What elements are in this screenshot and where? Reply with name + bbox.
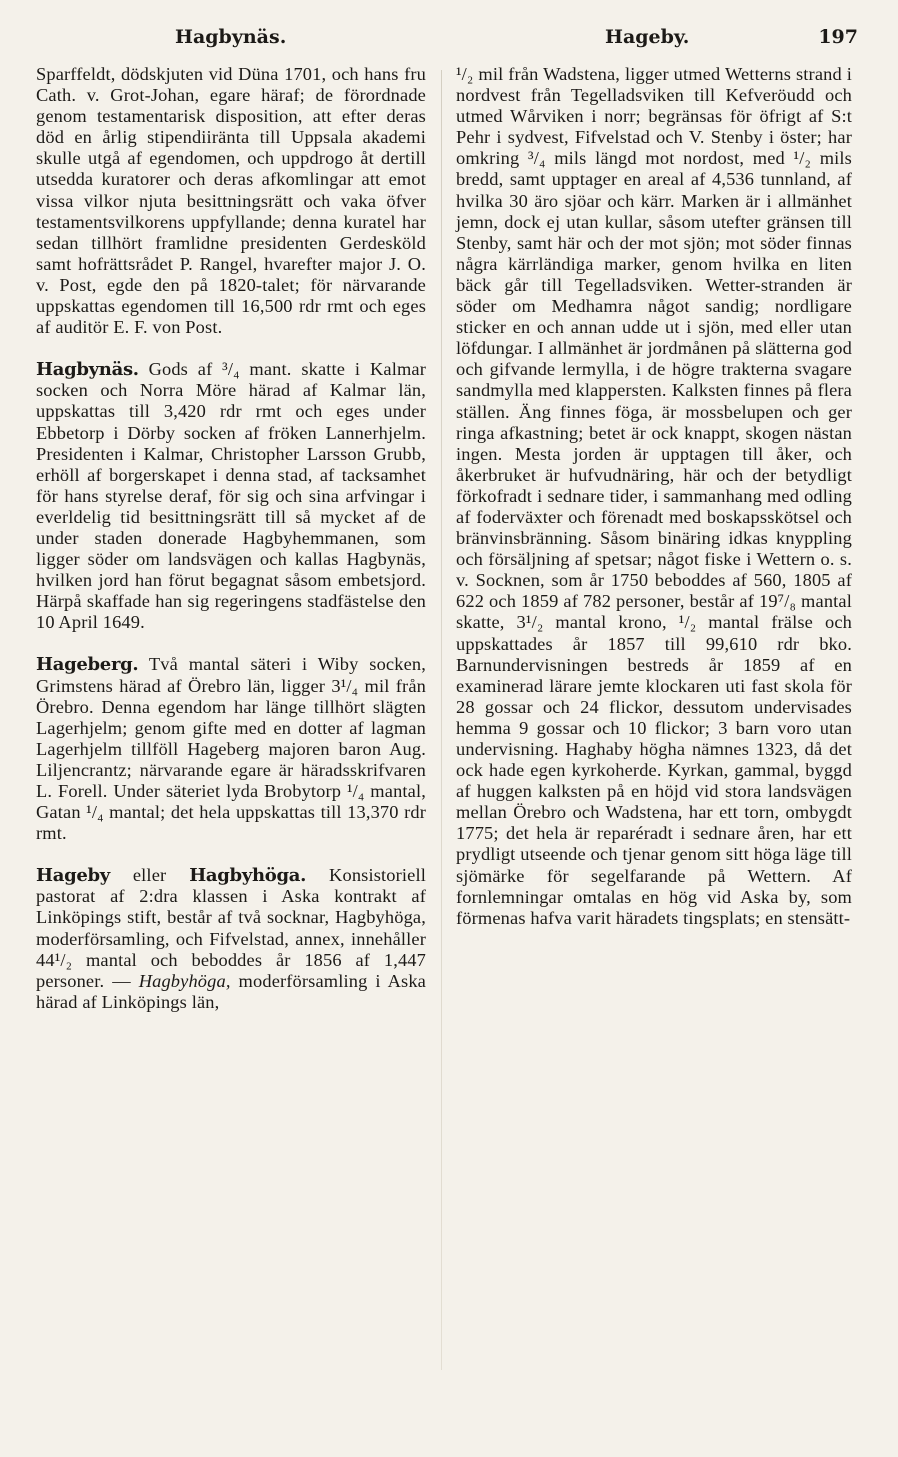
entry-hageberg [36,654,426,844]
entry-heading: Hagbynäs. [36,359,139,381]
entry-italic-term: Hagbyhöga, [138,970,231,991]
entry-text-tail: moderförsamling i Aska härad af Linköpings län, [36,970,426,1012]
entry-connector: eller [109,865,190,886]
column-divider [441,70,442,1370]
entry-heading-alt: Hagbyhöga. [189,865,307,887]
left-column [36,64,426,1013]
header-right-title: Hageby. [605,26,690,48]
entry-text: Två mantal säteri i Wiby socken, Grimstens härad af Örebro län, ligger 3¹/₄ mil från Örebro. Denna egendom har länge tillhört slägten Lagerhjelm; genom gifte med en dotter af lagman Lagerhjelm tillföll Hageberg majoren baron Aug. Liljencrantz; närvarande egare är häradsskrifvaren L. Forell. Under säteriet lyda Brobytorp ¹/₄ mantal, Gatan ¹/₄ mantal; det hela uppskattas till 13,370 rdr rmt. [36,654,426,844]
continued-paragraph: Sparffeldt, dödskjuten vid Düna 1701, och hans fru Cath. v. Grot-Johan, egare häraf; de förordnade genom testamentarisk disposition, att efter deras död en årlig stipendiiränta till Uppsala akademi skulle utgå af egendomen, och uppdrogo åt dertill utsedda kuratorer och deras afkomlingar att emot vissa vilkor njuta besittningsrätt och vaka öfver testamentsvilkorens uppfyllande; denna kuratel har sedan tillhört framlidne presidenten Gerdesköld samt hofrättsrådet P. Rangel, hvarefter major J. O. v. Post, egde den på 1820-talet; för närvarande uppskattas egendomen till 16,500 rdr rmt och eges af auditör E. F. von Post. [36,64,426,338]
running-header [40,26,858,56]
entry-heading: Hageberg. [36,654,139,676]
entry-heading: Hageby [36,865,110,887]
entry-text: Gods af ³/₄ mant. skatte i Kalmar socken och Norra Möre härad af Kalmar län, uppskattas till 3,420 rdr rmt och eges under Ebbetorp i Dörby socken af fröken Lannerhjelm. Presidenten i Kalmar, Christopher Larsson Grubb, erhöll af borgerskapet i denna stad, af tacksamhet för hans styrelse deraf, för sig och sina arfvingar i everldelig tid besittningsrätt till så mycket af de under staden donerade Hagbyhemmanen, som ligger söder om landsvägen och kallas Hagbynäs, hvilken jord han förut begagnat såsom embetsjord. Härpå skaffade han sig regeringens stadfästelse den 10 April 1649. [36,359,426,633]
header-left-title: Hagbynäs. [175,26,287,48]
page-number: 197 [818,26,858,48]
entry-hagbynas [36,359,426,633]
right-column [456,64,852,929]
entry-hageby [36,865,426,1013]
entry-text: Konsistoriell pastorat af 2:dra klassen i Aska kontrakt af Linköpings stift, består af två socknar, Hagbyhöga, moderförsamling, och Fifvelstad, annex, innehåller 44¹/₂ mantal och beboddes år 1856 af 1,447 personer. — [36,865,427,991]
right-column-text: ¹/₂ mil från Wadstena, ligger utmed Wetterns strand i nordvest från Tegelladsviken till Kefveröudd och utmed Wårviken i norr; begränsas för öfrigt af S:t Pehr i sydvest, Fifvelstad och V. Stenby i öster; har omkring ³/₄ mils längd mot nordost, med ¹/₂ mils bredd, samt upptager en areal af 4,536 tunnland, af hvilka 30 äro sjöar och kärr. Marken är i allmänhet jemn, dock ej utan kullar, såsom utefter gränsen till Stenby, samt här och der mot sjön; mot söder finnas några kärrländiga marker, genom hvilka en liten bäck går till Tegelladsviken. Wetter-stranden är söder om Medhamra något sandig; nordligare sticker en och annan udde ut i sjön, med eller utan löfdungar. I allmänhet är jordmånen på slätterna god och gifvande lermylla, i de högre trakterna svagare sandmylla med klappersten. Kalksten finnes på flera ställen. Äng finnes föga, är mossbelupen och ger ringa afkastning; betet är ock knappt, skogen nästan ingen. Mesta jorden är upptagen till åker, och åkerbruket är hufvudnäring, här och der betydligt förkofradt i sednare tider, i sammanhang med odling af foderväxter och förenadt med boskapsskötsel och bränvinsbränning. Såsom binäring idkas knyppling och försäljning af spetsar; något fiske i Wettern o. s. v. Socknen, som år 1750 beboddes af 560, 1805 af 622 och 1859 af 782 personer, består af 19⁷/₈ mantal skatte, 3¹/₂ mantal krono, ¹/₂ mantal frälse och uppskattades år 1857 till 99,610 rdr bko. Barnundervisningen bestreds år 1859 af en examinerad lärare jemte klockaren uti fast skola för 28 gossar och 24 flickor, dessutom undervisades hemma 9 gossar och 10 flickor; 3 barn voro utan undervisning. Haghaby högha nämnes 1323, då det ock hade egen kyrkoherde. Kyrkan, gammal, byggd af huggen kalksten på en höjd vid stora landsvägen mellan Örebro och Wadstena, har ett torn, ombygdt 1775; det hela är reparéradt i sednare åren, har ett prydligt utseende och tjenar genom sitt höga läge till sjömärke för segelfarande på Wettern. Af fornlemningar omtalas en hög vid Aska by, som förmenas hafva varit häradets tingsplats; en stensätt- [456,64,852,928]
